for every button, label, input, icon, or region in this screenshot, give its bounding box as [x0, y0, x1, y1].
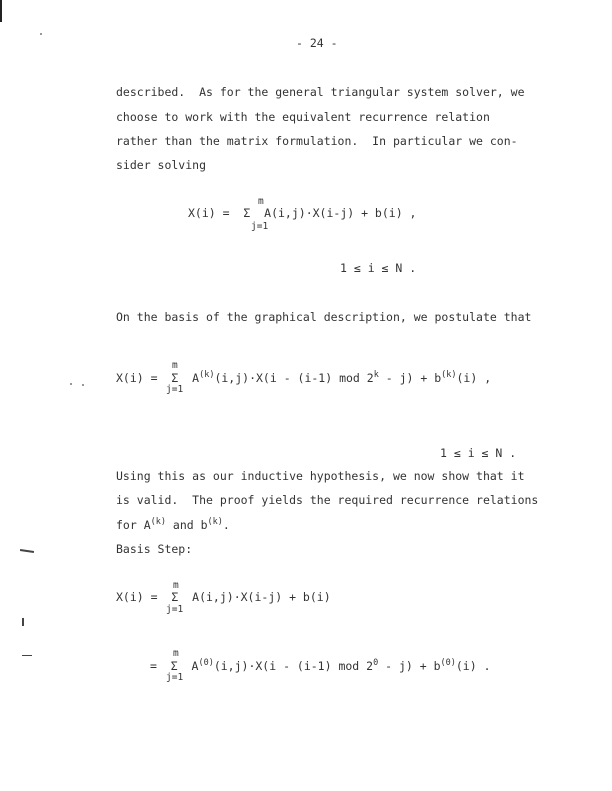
- equation-basis-expanded: = Σ $A^{(0)}(i,j)\cdot X(i - (i-1)$ mod $2^0 - j) + b^{(0)}(i)$ .: [150, 658, 491, 673]
- equation-condition: 1 ≤ i ≤ N .: [440, 446, 517, 460]
- sum-lower-limit: j=1: [251, 221, 269, 232]
- equation-basis: X(i) = Σ A(i,j)·X(i-j) + b(i): [116, 590, 331, 604]
- equation-recurrence: X(i) = Σ A(i,j)·X(i-j) + b(i) ,: [188, 206, 417, 220]
- equation-hypothesis: X(i) = Σ $A^{(k)}(i,j)\cdot X(i - (i-1)$ mod $2^k - j) + b^{(k)}(i)$ ,: [116, 370, 492, 385]
- scan-speck: [82, 384, 84, 386]
- sum-upper-limit: m: [172, 360, 178, 371]
- sum-lower-limit: j=1: [166, 384, 184, 395]
- paragraph-line: choose to work with the equivalent recurrence relation: [116, 110, 490, 124]
- scan-speck: [40, 33, 42, 35]
- page-edge-mark: [0, 0, 2, 22]
- section-heading: Basis Step:: [116, 542, 193, 556]
- sum-lower-limit: j=1: [166, 604, 184, 615]
- margin-mark: [22, 655, 32, 656]
- sum-upper-limit: m: [258, 196, 264, 207]
- margin-mark: [22, 618, 24, 626]
- sum-upper-limit: m: [173, 580, 179, 591]
- paragraph-line: described. As for the general triangular system solver, we: [116, 85, 525, 99]
- page-number: - 24 -: [296, 36, 338, 50]
- paragraph-line: sider solving: [116, 158, 207, 172]
- sum-upper-limit: m: [173, 648, 179, 659]
- paragraph-line: On the basis of the graphical description, we postulate that: [116, 310, 532, 324]
- paragraph-line: Using this as our inductive hypothesis, we now show that it: [116, 469, 525, 483]
- paragraph-line: for $A^{(k)}$ and $b^{(k)}$.: [116, 517, 230, 532]
- paragraph-line: is valid. The proof yields the required recurrence relations: [116, 493, 539, 507]
- scan-speck: [70, 383, 72, 385]
- paragraph-line: rather than the matrix formulation. In particular we con-: [116, 134, 518, 148]
- equation-condition: 1 ≤ i ≤ N .: [340, 261, 417, 275]
- margin-mark: [20, 549, 34, 553]
- sum-lower-limit: j=1: [166, 672, 184, 683]
